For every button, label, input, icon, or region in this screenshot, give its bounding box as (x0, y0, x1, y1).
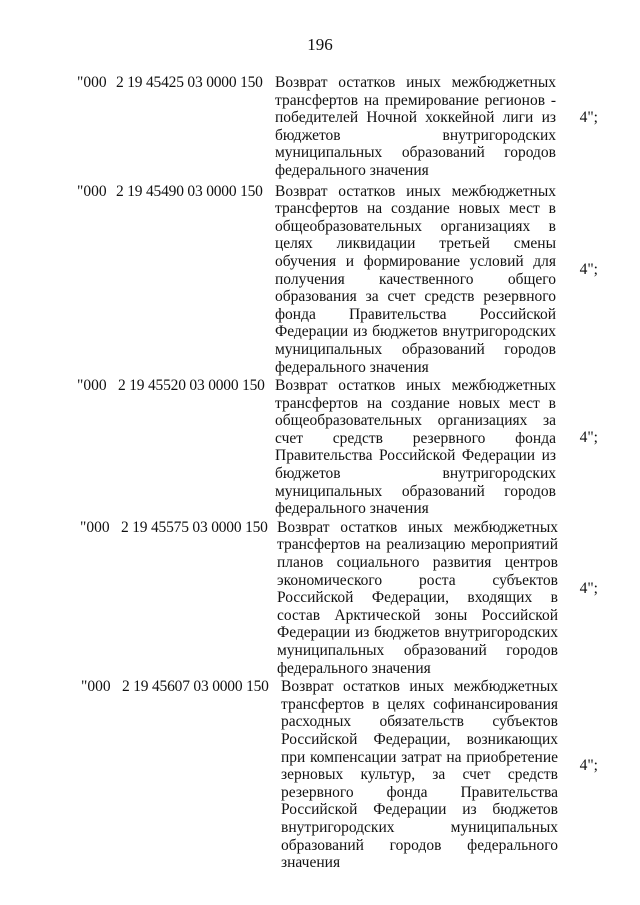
entry-description: Возврат остатков иных межбюджетных трансфертов на создание новых мест в общеобразовательных организациях за счет средств резервного фонда Правительства Российской Федерации из бюджетов внутригородских муниципальных образований городов федерального значения (275, 377, 556, 518)
budget-entry (0, 519, 640, 677)
entry-end: 4"; (579, 429, 598, 447)
entry-description: Возврат остатков иных межбюджетных трансфертов на премирование регионов - победителей Ночной хоккейной лиги из бюджетов внутригородских муниципальных образований городов федерального значения (275, 74, 556, 179)
entry-code-number: 2 19 45607 03 0000 150 (122, 678, 269, 696)
entry-end: 4"; (579, 580, 598, 598)
entry-open-quote: "000 (81, 678, 111, 696)
entry-end: 4"; (579, 261, 598, 279)
budget-entry (0, 377, 640, 518)
entry-description: Возврат остатков иных межбюджетных трансфертов на реализацию мероприятий планов социального развития центров экономического роста субъектов Российской Федерации, входящих в состав Арктической зоны Российской Федерации из бюджетов внутригородских муниципальных образований городов федерального значения (277, 518, 558, 677)
entry-description: Возврат остатков иных межбюджетных трансфертов в целях софинансирования расходных обязательств субъектов Российской Федерации, возникающих при компенсации затрат на приобретение зерновых культур, за счет средств резервного фонда Правительства Российской Федерации из бюджетов внутригородских муниципальных образований городов федерального значения (281, 678, 558, 872)
entry-open-quote: "000 (77, 74, 107, 91)
entry-code-number: 2 19 45520 03 0000 150 (118, 377, 265, 395)
budget-entry (0, 74, 640, 180)
entry-code-number: 2 19 45575 03 0000 150 (121, 518, 268, 536)
entry-code-number: 2 19 45425 03 0000 150 (116, 74, 263, 91)
entry-description: Возврат остатков иных межбюджетных трансфертов на создание новых мест в общеобразовательных организациях в целях ликвидации третьей смены обучения и формирование условий для получения качественного общего образования за счет средств резервного фонда Правительства Российской Федерации из бюджетов внутригородских муниципальных образований городов федерального значения (275, 182, 556, 376)
entry-end: 4"; (579, 756, 598, 774)
budget-code-list (0, 74, 640, 872)
page-number: 196 (307, 35, 333, 54)
budget-entry (0, 183, 640, 377)
entry-end: 4"; (579, 108, 598, 126)
entry-open-quote: "000 (80, 518, 110, 536)
entry-open-quote: "000 (77, 182, 107, 200)
entry-code-number: 2 19 45490 03 0000 150 (116, 182, 263, 200)
budget-entry (0, 678, 640, 872)
entry-open-quote: "000 (77, 377, 107, 395)
